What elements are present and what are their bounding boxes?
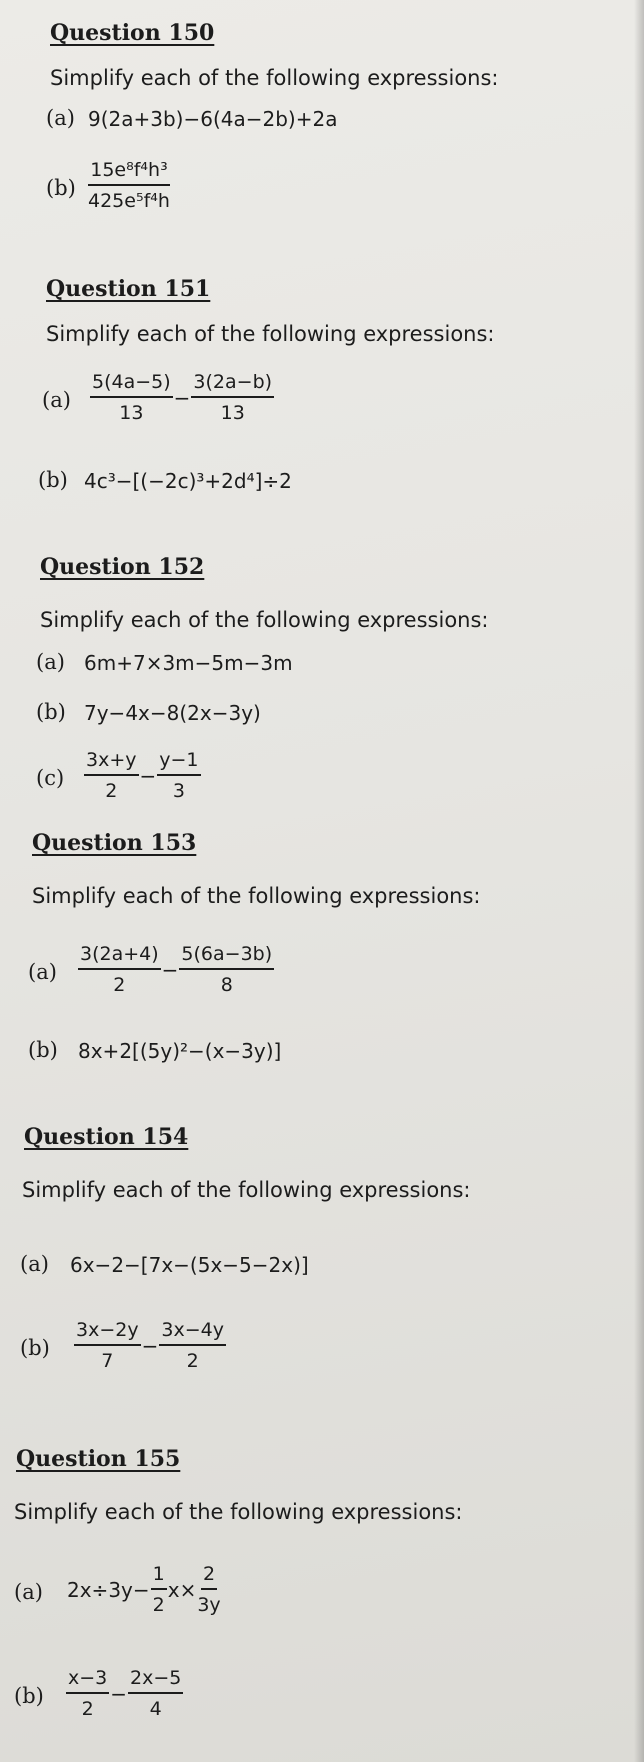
- expression: [88, 158, 170, 213]
- operator: −: [139, 763, 157, 788]
- numerator: 1: [151, 1562, 167, 1590]
- denominator: 2: [113, 974, 126, 996]
- fraction: [159, 1318, 226, 1373]
- numerator: x−3: [66, 1666, 109, 1694]
- expression-middle: x×: [167, 1577, 197, 1602]
- fraction: [128, 1666, 183, 1721]
- expression: [84, 748, 201, 803]
- operator: −: [173, 385, 191, 410]
- question-instruction: Simplify each of the following expressions:: [14, 1500, 463, 1524]
- numerator: 15e⁸f⁴h³: [88, 158, 169, 186]
- expression-prefix: 2x÷3y−: [67, 1577, 150, 1602]
- part-label: (b): [28, 1038, 58, 1062]
- part-label: (a): [42, 388, 71, 412]
- question-title: Question 150: [50, 20, 215, 46]
- question-title: Question 154: [24, 1124, 189, 1150]
- denominator: 7: [101, 1350, 114, 1372]
- expression: [90, 370, 274, 425]
- fraction: [74, 1318, 141, 1373]
- denominator: 2: [152, 1594, 165, 1616]
- question-instruction: Simplify each of the following expressions:: [40, 608, 489, 632]
- denominator: 2: [105, 780, 118, 802]
- expression: [74, 1318, 226, 1373]
- expression: 6m+7×3m−5m−3m: [84, 651, 293, 675]
- fraction: [84, 748, 139, 803]
- expression: 9(2a+3b)−6(4a−2b)+2a: [88, 107, 338, 131]
- part-label: (c): [36, 766, 65, 790]
- expression: 4c³−[(−2c)³+2d⁴]÷2: [84, 469, 292, 493]
- numerator: y−1: [157, 748, 200, 776]
- expression: [66, 1562, 221, 1617]
- expression: [78, 942, 274, 997]
- fraction: [197, 1562, 220, 1617]
- part-label: (a): [20, 1252, 49, 1276]
- question-title: Question 153: [32, 830, 197, 856]
- question-instruction: Simplify each of the following expressions:: [32, 884, 481, 908]
- part-label: (b): [38, 468, 68, 492]
- denominator: 3: [172, 780, 185, 802]
- operator: −: [110, 1681, 128, 1706]
- question-instruction: Simplify each of the following expressions:: [22, 1178, 471, 1202]
- fraction: [179, 942, 274, 997]
- denominator: 13: [220, 402, 245, 424]
- fraction: [191, 370, 274, 425]
- question-title: Question 152: [40, 554, 205, 580]
- expression: 6x−2−[7x−(5x−5−2x)]: [70, 1253, 309, 1277]
- question-title: Question 151: [46, 276, 211, 302]
- expression: 8x+2[(5y)²−(x−3y)]: [78, 1039, 282, 1063]
- question-instruction: Simplify each of the following expressions:: [50, 66, 499, 90]
- denominator: 13: [119, 402, 144, 424]
- part-label: (a): [14, 1580, 43, 1604]
- part-label: (b): [14, 1684, 44, 1708]
- numerator: 3x+y: [84, 748, 139, 776]
- fraction: [88, 158, 170, 213]
- denominator: 2: [81, 1698, 94, 1720]
- operator: −: [141, 1333, 159, 1358]
- part-label: (a): [36, 650, 65, 674]
- part-label: (a): [28, 960, 57, 984]
- fraction: [78, 942, 161, 997]
- fraction: [157, 748, 200, 803]
- part-label: (b): [20, 1336, 50, 1360]
- numerator: 3x−4y: [159, 1318, 226, 1346]
- fraction: [151, 1562, 167, 1617]
- denominator: 4: [149, 1698, 162, 1720]
- expression: [66, 1666, 183, 1721]
- numerator: 5(4a−5): [90, 370, 173, 398]
- numerator: 3(2a+4): [78, 942, 161, 970]
- operator: −: [161, 957, 179, 982]
- numerator: 5(6a−3b): [179, 942, 274, 970]
- numerator: 2x−5: [128, 1666, 183, 1694]
- denominator: 2: [186, 1350, 199, 1372]
- numerator: 3(2a−b): [191, 370, 274, 398]
- denominator: 425e⁵f⁴h: [88, 190, 170, 212]
- denominator: 3y: [197, 1594, 221, 1616]
- expression: 7y−4x−8(2x−3y): [84, 701, 261, 725]
- part-label: (a): [46, 106, 75, 130]
- part-label: (b): [36, 700, 66, 724]
- numerator: 3x−2y: [74, 1318, 141, 1346]
- numerator: 2: [201, 1562, 217, 1590]
- question-title: Question 155: [16, 1446, 181, 1472]
- fraction: [90, 370, 173, 425]
- question-instruction: Simplify each of the following expressions:: [46, 322, 495, 346]
- denominator: 8: [220, 974, 233, 996]
- fraction: [66, 1666, 109, 1721]
- page-edge-shadow: [634, 0, 644, 1762]
- part-label: (b): [46, 176, 76, 200]
